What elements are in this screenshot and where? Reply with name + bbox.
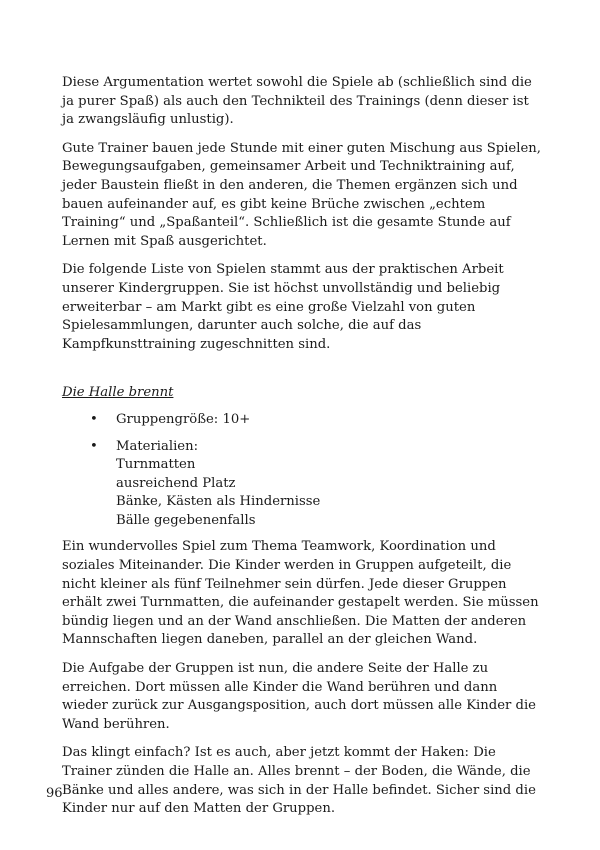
bullet-icon: • — [90, 438, 98, 454]
group-size-text: Gruppengröße: 10+ — [116, 411, 251, 427]
paragraph-argumentation: Diese Argumentation wertet sowohl die Spiele ab (schließlich sind die ja purer Spaß) als auch den Technikteil des Trainings (denn dieser ist ja zwangsläufig unlustig). — [62, 75, 532, 128]
list-item-materials — [62, 438, 544, 531]
paragraph-good-trainers: Gute Trainer bauen jede Stunde mit einer guten Mischung aus Spielen, Bewegungsaufgaben, gemeinsamer Arbeit und Techniktraining auf, jeder Baustein fließt in den anderen, die Themen ergänzen sich und bauen aufeinander auf, es gibt keine Brüche zwischen „echtem Training“ und „Spaßanteil“. Schließlich ist die gesamte Stunde auf Lernen mit Spaß ausgerichtet. — [62, 140, 541, 249]
material-item: ausreichend Platz — [116, 475, 236, 491]
paragraph-game-description: Ein wundervolles Spiel zum Thema Teamwork, Koordination und soziales Miteinander. Die Kinder werden in Gruppen aufgeteilt, die nicht kleiner als fünf Teilnehmer sein dürfen. Jede dieser Gruppen erhält zwei Turnmatten, die aufeinander gestapelt werden. Sie müssen bündig liegen und an der Wand anschließen. Die Matten der anderen Mannschaften liegen daneben, parallel an der gleichen Wand. — [62, 539, 539, 648]
material-item: Bälle gegebenenfalls — [116, 512, 256, 528]
material-item: Turnmatten — [116, 457, 196, 473]
material-item: Bänke, Kästen als Hindernisse — [116, 494, 321, 510]
game-details-list — [62, 411, 544, 531]
paragraph-games-list: Die folgende Liste von Spielen stammt aus der praktischen Arbeit unserer Kindergruppen. Sie ist höchst unvollständig und beliebig erweiterbar – am Markt gibt es eine große Vielzahl von guten Spielesammlungen, darunter auch solche, die auf das Kampfkunsttraining zugeschnitten sind. — [62, 262, 504, 352]
materials-block — [116, 438, 544, 531]
page-content — [62, 74, 544, 829]
list-item-group-size — [62, 411, 544, 430]
paragraph-game-twist: Das klingt einfach? Ist es auch, aber jetzt kommt der Haken: Die Trainer zünden die Halle an. Alles brennt – der Boden, die Wände, die Bänke und alles andere, was sich in der Halle befindet. Sicher sind die Kinder nur auf den Matten der Gruppen. — [62, 745, 536, 817]
page-number: 96 — [46, 786, 63, 801]
paragraph-game-task: Die Aufgabe der Gruppen ist nun, die andere Seite der Halle zu erreichen. Dort müssen alle Kinder die Wand berühren und dann wieder zurück zur Ausgangsposition, auch dort müssen alle Kinder die Wand berühren. — [62, 661, 536, 732]
section-title: Die Halle brennt — [62, 385, 174, 401]
materials-label: Materialien: — [116, 438, 199, 454]
bullet-icon: • — [90, 411, 98, 427]
